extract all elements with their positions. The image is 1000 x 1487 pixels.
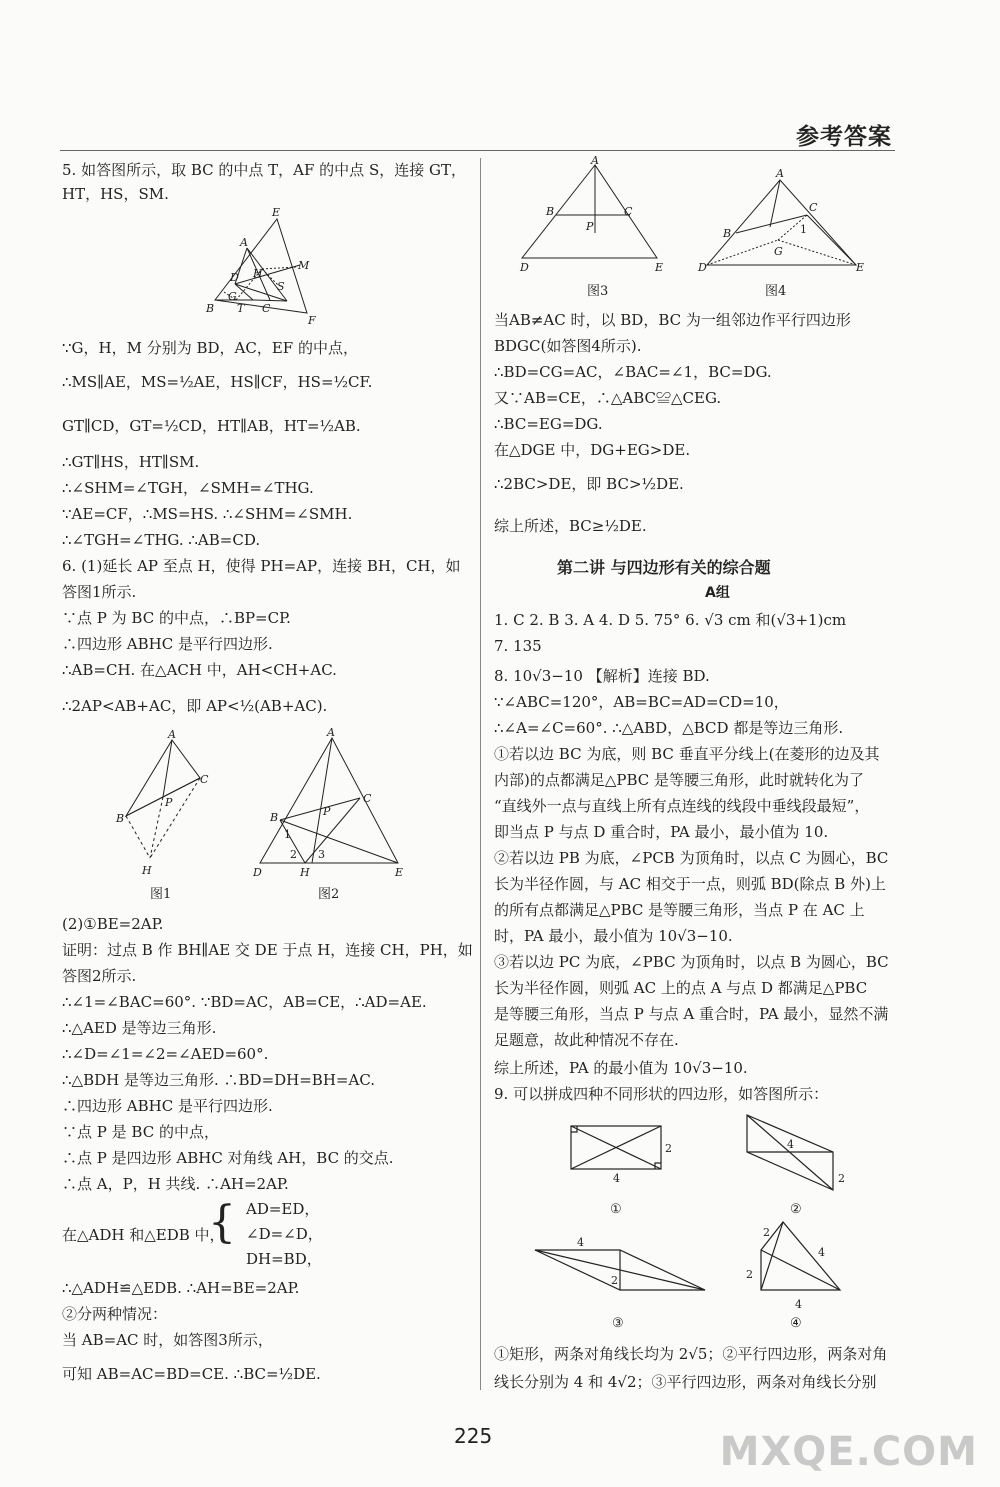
header-title: 参考答案 xyxy=(796,124,892,150)
svg-text:A: A xyxy=(776,167,784,180)
text-line: ∴∠TGH=∠THG. ∴AB=CD. xyxy=(62,531,261,549)
svg-text:C: C xyxy=(200,773,209,786)
text-line: 1. C 2. B 3. A 4. D 5. 75° 6. √3 cm 和(√3+1)cm xyxy=(494,611,847,629)
text-line: ∴四边形 ABHC 是平行四边形. xyxy=(62,1097,273,1115)
q9-caption-3: ③ xyxy=(612,1316,624,1331)
svg-text:A: A xyxy=(240,236,248,249)
svg-text:H: H xyxy=(300,866,310,879)
q9-caption-2: ② xyxy=(790,1202,802,1217)
section-title: 第二讲 与四边形有关的综合题 xyxy=(557,558,771,577)
svg-text:C: C xyxy=(624,205,633,218)
fig1-caption: 图1 xyxy=(150,887,172,902)
svg-text:H: H xyxy=(142,864,152,877)
svg-text:B: B xyxy=(723,227,732,240)
text-line: ∴∠A=∠C=60°. ∴△ABD，△BCD 都是等边三角形. xyxy=(494,719,844,737)
page-number: 225 xyxy=(454,1424,493,1448)
svg-text:C: C xyxy=(809,201,818,214)
fig4-caption: 图4 xyxy=(765,284,787,299)
text-line: ∴∠SHM=∠TGH，∠SMH=∠THG. xyxy=(62,479,314,497)
text-line: 可知 AB=AC=BD=CE. ∴BC=½DE. xyxy=(62,1365,321,1383)
svg-text:E: E xyxy=(395,866,404,879)
text-line: 长为半径作圆，与 AC 相交于一点，则弧 BD(除点 B 外)上 xyxy=(494,875,886,893)
text-line: 9. 可以拼成四种不同形状的四边形，如答图所示： xyxy=(494,1085,829,1103)
text-line: (2)①BE=2AP. xyxy=(62,915,164,933)
svg-text:4: 4 xyxy=(787,1138,794,1151)
text-line: 的所有点都满足△PBC 是等腰三角形，当点 P 在 AC 上 xyxy=(494,901,865,919)
group-label: A组 xyxy=(705,585,730,601)
text-line: ∵AE=CF，∴MS=HS. ∴∠SHM=∠SMH. xyxy=(62,505,353,523)
text-line: 综上所述，PA 的最小值为 10√3−10. xyxy=(494,1059,748,1077)
text-line: ∴△BDH 是等边三角形. ∴BD=DH=BH=AC. xyxy=(62,1071,376,1089)
text-line: ∵点 P 是 BC 的中点， xyxy=(62,1123,219,1141)
text-line: ③若以边 PC 为底，∠PBC 为顶角时，以点 B 为圆心，BC xyxy=(494,953,889,971)
text-line: 线长分别为 4 和 4√2；③平行四边形，两条对角线长分别 xyxy=(494,1373,877,1391)
svg-text:D: D xyxy=(230,271,239,284)
q9-caption-4: ④ xyxy=(790,1316,802,1331)
svg-text:G: G xyxy=(228,290,237,303)
text-line: 时，PA 最小，最小值为 10√3−10. xyxy=(494,927,733,945)
svg-text:4: 4 xyxy=(577,1236,584,1249)
svg-text:A: A xyxy=(168,728,176,741)
fig2-caption: 图2 xyxy=(318,887,340,902)
text-line: HT，HS，SM. xyxy=(62,185,169,203)
text-line: DH=BD， xyxy=(246,1250,322,1268)
text-line: 又∵AB=CE，∴△ABC≌△CEG. xyxy=(494,389,722,407)
svg-text:3: 3 xyxy=(318,848,325,861)
svg-text:P: P xyxy=(165,796,173,809)
text-line: ∴点 A，P，H 共线. ∴AH=2AP. xyxy=(62,1175,289,1193)
text-line: 7. 135 xyxy=(494,637,542,655)
text-line: 在△ADH 和△EDB 中， xyxy=(62,1226,225,1244)
text-line: ∴∠1=∠BAC=60°. ∵BD=AC，AB=CE，∴AD=AE. xyxy=(62,993,427,1011)
svg-text:B: B xyxy=(270,811,279,824)
text-line: 综上所述，BC≥½DE. xyxy=(494,517,647,535)
fig3-caption: 图3 xyxy=(587,284,609,299)
text-line: ∵G，H，M 分别为 BD，AC，EF 的中点， xyxy=(62,339,358,357)
text-line: GT∥CD，GT=½CD，HT∥AB，HT=½AB. xyxy=(62,417,361,435)
svg-text:M: M xyxy=(298,259,310,272)
text-line: ①若以边 BC 为底，则 BC 垂直平分线上(在菱形的边及其 xyxy=(494,745,880,763)
text-line: 5. 如答图所示，取 BC 的中点 T，AF 的中点 S，连接 GT， xyxy=(62,161,466,179)
text-line: 答图1所示. xyxy=(62,583,137,601)
svg-text:P: P xyxy=(323,805,331,818)
svg-text:B: B xyxy=(116,812,125,825)
text-line: ∠D=∠D， xyxy=(246,1225,323,1243)
svg-text:2: 2 xyxy=(290,848,297,861)
svg-text:D: D xyxy=(698,261,707,274)
watermark: MXQE.COM xyxy=(719,1429,978,1475)
text-line: ∴△ADH≌△EDB. ∴AH=BE=2AP. xyxy=(62,1279,300,1297)
svg-text:E: E xyxy=(856,261,865,274)
text-line: 足题意，故此种情况不存在. xyxy=(494,1031,679,1049)
text-line: ∴△AED 是等边三角形. xyxy=(62,1019,217,1037)
text-line: ∵点 P 为 BC 的中点，∴BP=CP. xyxy=(62,609,291,627)
text-line: ∵∠ABC=120°，AB=BC=AD=CD=10， xyxy=(494,693,789,711)
svg-text:2: 2 xyxy=(763,1226,770,1239)
svg-text:4: 4 xyxy=(818,1246,825,1259)
text-line: 内部)的点都满足△PBC 是等腰三角形，此时就转化为了 xyxy=(494,771,865,789)
svg-text:D: D xyxy=(520,261,529,274)
svg-text:B: B xyxy=(546,205,555,218)
text-line: ②分两种情况： xyxy=(62,1305,168,1323)
text-line: 即当点 P 与点 D 重合时，PA 最小，最小值为 10. xyxy=(494,823,829,841)
text-line: AD=ED， xyxy=(246,1200,320,1218)
text-line: ∴2BC>DE，即 BC>½DE. xyxy=(494,475,684,493)
svg-text:A: A xyxy=(591,155,599,167)
brace: { xyxy=(208,1197,236,1248)
svg-text:C: C xyxy=(262,302,271,315)
text-line: ∴MS∥AE，MS=½AE，HS∥CF，HS=½CF. xyxy=(62,373,373,391)
svg-text:A: A xyxy=(327,728,335,739)
svg-text:D: D xyxy=(253,866,262,879)
header-rule xyxy=(60,150,895,151)
svg-text:H: H xyxy=(253,267,263,280)
text-line: ∴四边形 ABHC 是平行四边形. xyxy=(62,635,273,653)
text-line: ∴2AP<AB+AC，即 AP<½(AB+AC). xyxy=(62,697,328,715)
svg-text:1: 1 xyxy=(284,828,291,841)
svg-text:T: T xyxy=(237,302,245,315)
text-line: ∴点 P 是四边形 ABHC 对角线 AH，BC 的交点. xyxy=(62,1149,394,1167)
text-line: ①矩形，两条对角线长均为 2√5；②平行四边形，两条对角 xyxy=(494,1345,888,1363)
svg-text:2: 2 xyxy=(665,1142,672,1155)
svg-text:E: E xyxy=(655,261,664,274)
text-line: 长为半径作圆，则弧 AC 上的点 A 与点 D 都满足△PBC xyxy=(494,979,868,997)
figures-3-4 xyxy=(512,155,882,280)
text-line: 是等腰三角形，当点 P 与点 A 重合时，PA 最小，显然不满 xyxy=(494,1005,889,1023)
text-line: BDGC(如答图4所示). xyxy=(494,337,642,355)
text-line: ∴GT∥HS，HT∥SM. xyxy=(62,453,200,471)
text-line: 在△DGE 中，DG+EG>DE. xyxy=(494,441,691,459)
svg-text:G: G xyxy=(774,245,783,258)
text-line: 6. (1)延长 AP 至点 H，使得 PH=AP，连接 BH，CH，如 xyxy=(62,557,461,575)
svg-text:B: B xyxy=(206,302,215,315)
svg-text:4: 4 xyxy=(613,1172,620,1185)
text-line: ②若以边 PB 为底，∠PCB 为顶角时，以点 C 为圆心，BC xyxy=(494,849,889,867)
svg-text:2: 2 xyxy=(838,1172,845,1185)
svg-text:F: F xyxy=(308,314,316,327)
svg-text:2: 2 xyxy=(746,1268,753,1281)
svg-text:2: 2 xyxy=(611,1274,618,1287)
figures-q9 xyxy=(525,1110,865,1340)
text-line: 当 AB=AC 时，如答图3所示， xyxy=(62,1331,273,1349)
text-line: 当AB≠AC 时，以 BD，BC 为一组邻边作平行四边形 xyxy=(494,311,851,329)
q9-caption-1: ① xyxy=(610,1202,622,1217)
svg-text:P: P xyxy=(586,220,594,233)
text-line: “直线外一点与直线上所有点连线的线段中垂线段最短”， xyxy=(494,797,870,815)
text-line: ∴∠D=∠1=∠2=∠AED=60°. xyxy=(62,1045,269,1063)
svg-text:1: 1 xyxy=(800,223,807,236)
text-line: ∴BC=EG=DG. xyxy=(494,415,603,433)
text-line: 答图2所示. xyxy=(62,967,137,985)
text-line: ∴BD=CG=AC，∠BAC=∠1，BC=DG. xyxy=(494,363,772,381)
svg-text:E: E xyxy=(272,206,281,219)
text-line: 证明：过点 B 作 BH∥AE 交 DE 于点 H，连接 CH，PH，如 xyxy=(62,941,473,959)
figure-q5 xyxy=(190,205,330,330)
figures-1-2 xyxy=(110,728,430,888)
svg-text:4: 4 xyxy=(795,1298,802,1311)
text-line: ∴AB=CH. 在△ACH 中，AH<CH+AC. xyxy=(62,661,337,679)
svg-text:S: S xyxy=(277,280,285,293)
svg-text:C: C xyxy=(363,792,372,805)
column-divider xyxy=(480,158,481,1390)
text-line: 8. 10√3−10 【解析】连接 BD. xyxy=(494,667,710,685)
